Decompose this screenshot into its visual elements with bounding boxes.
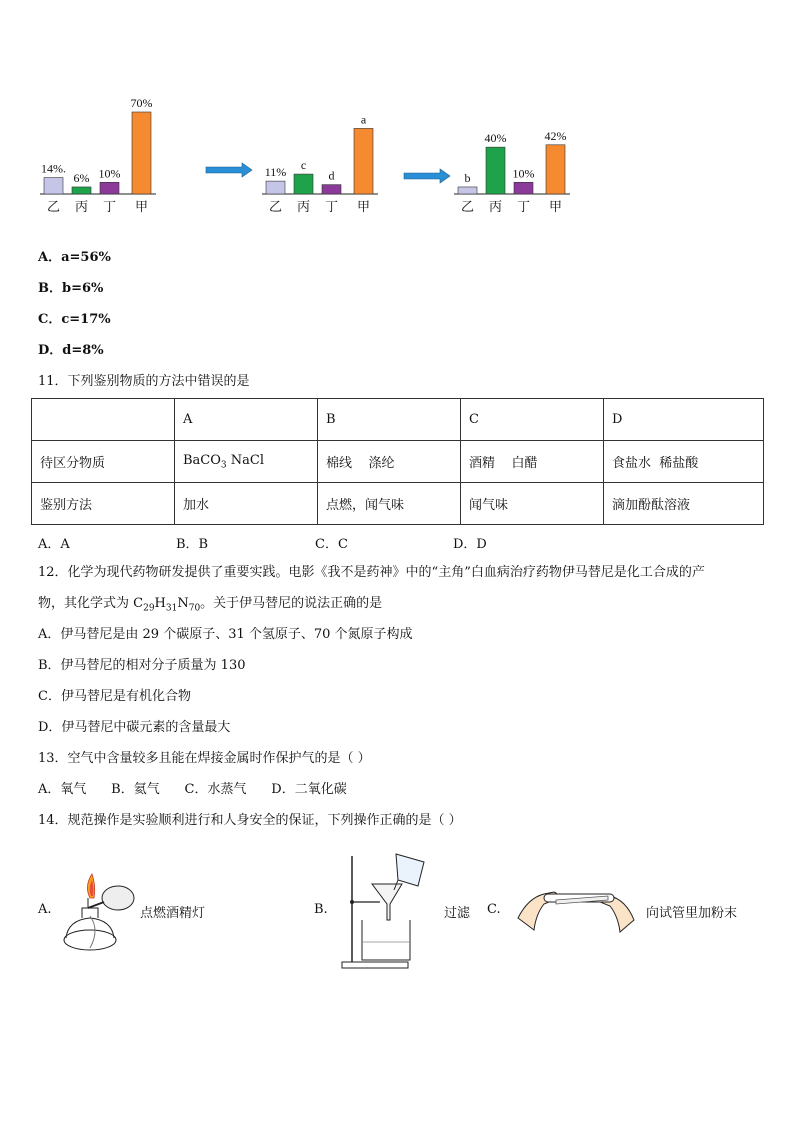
table-cell: A [175, 399, 318, 441]
arrow-right-icon [206, 163, 252, 177]
table-cell: B [318, 399, 461, 441]
q12-stem-line2 [38, 595, 382, 618]
q12-text: 。关于伊马替尼的说法正确的是 [200, 596, 383, 611]
bar [266, 181, 285, 194]
bar [322, 185, 341, 194]
bar [132, 112, 151, 194]
q12-option-d: D．伊马替尼中碳元素的含量最大 [38, 720, 231, 735]
data-label: 14%. [41, 161, 66, 176]
table-row [32, 399, 764, 441]
q12-option-c: C．伊马替尼是有机化合物 [38, 689, 191, 704]
table-cell: 加水 [175, 483, 318, 525]
q10-option-d: D．d=8% [38, 343, 104, 358]
table-cell [32, 399, 175, 441]
category-label: 乙 [46, 199, 61, 214]
formula-nacl: NaCl [226, 452, 265, 468]
table-cell: 鉴别方法 [32, 483, 175, 525]
subscript: 3 [220, 460, 227, 471]
category-label: 乙 [460, 199, 475, 214]
table-cell: 棉线 涤纶 [318, 441, 461, 483]
q12-text: 物，其化学式为 C [38, 596, 144, 611]
bar-chart-3 [454, 129, 570, 214]
bar-charts-figure [30, 90, 590, 220]
q14-option-a-letter: A. [38, 902, 52, 917]
subscript: 31 [165, 603, 178, 614]
q11-option-c: C．C [315, 537, 348, 552]
category-label: 丙 [296, 199, 311, 214]
bar [72, 187, 91, 194]
q11-stem: 11．下列鉴别物质的方法中错误的是 [38, 374, 250, 389]
category-label: 丙 [488, 199, 503, 214]
data-label: b [464, 170, 471, 185]
q14-option-b-letter: B. [314, 902, 328, 917]
q11-option-d: D．D [453, 537, 487, 552]
q13-options: A．氧气 B．氦气 C．水蒸气 D．二氧化碳 [38, 782, 347, 797]
table-cell: 闻气味 [461, 483, 604, 525]
category-label: 乙 [268, 199, 283, 214]
q13-stem: 13．空气中含量较多且能在焊接金属时作保护气的是（ ） [38, 751, 371, 766]
subscript: 70 [188, 603, 201, 614]
table-cell [175, 441, 318, 483]
q12-stem-line1: 12．化学为现代药物研发提供了重要实践。电影《我不是药神》中的“主角”白血病治疗药物伊马替尼是化工合成的产 [38, 565, 705, 580]
data-label: d [328, 168, 335, 183]
bar [546, 145, 565, 194]
data-label: 11% [264, 165, 287, 180]
q10-option-c: C．c=17% [38, 312, 111, 327]
alcohol-lamp-illustration [60, 868, 140, 960]
data-label: 10% [98, 166, 121, 181]
q10-option-a: A．a=56% [38, 250, 111, 265]
q14-option-c-caption: 向试管里加粉末 [646, 906, 738, 921]
table-cell: C [461, 399, 604, 441]
data-label: 70% [130, 96, 153, 110]
bar [354, 128, 373, 194]
q10-option-b: B．b=6% [38, 281, 104, 296]
category-label: 丙 [74, 199, 89, 214]
bar-chart-2 [262, 112, 378, 214]
bar [514, 182, 533, 194]
bar [458, 187, 477, 194]
category-label: 甲 [356, 199, 371, 214]
q11-option-b: B．B [176, 537, 209, 552]
arrow-right-icon [404, 169, 450, 183]
q14-option-a-caption: 点燃酒精灯 [140, 906, 206, 921]
data-label: a [360, 112, 367, 127]
formula-baco3: BaCO [183, 452, 221, 468]
table-cell: 食盐水 稀盐酸 [604, 441, 764, 483]
category-label: 甲 [548, 199, 563, 214]
data-label: 40% [484, 131, 507, 146]
data-label: 42% [544, 128, 567, 143]
category-label: 丁 [324, 199, 339, 214]
table-cell: 点燃，闻气味 [318, 483, 461, 525]
table-cell: 待区分物质 [32, 441, 175, 483]
bar [294, 174, 313, 194]
q12-text: N [177, 596, 189, 611]
data-label: 6% [73, 170, 90, 185]
q14-option-b-caption: 过滤 [444, 906, 471, 921]
category-label: 丁 [516, 199, 531, 214]
data-label: 10% [512, 166, 535, 181]
table-row [32, 441, 764, 483]
bar [486, 147, 505, 194]
q12-text: H [154, 596, 166, 611]
subscript: 29 [143, 603, 155, 614]
q14-option-c-letter: C. [487, 902, 501, 917]
q11-option-a: A．A [38, 537, 70, 552]
table-row [32, 483, 764, 525]
q11-table [31, 398, 764, 525]
data-label: c [300, 158, 307, 173]
filtration-illustration [338, 850, 438, 970]
category-label: 丁 [102, 199, 117, 214]
table-cell: D [604, 399, 764, 441]
bar [100, 182, 119, 194]
add-powder-illustration [514, 870, 640, 940]
q14-stem: 14．规范操作是实验顺利进行和人身安全的保证，下列操作正确的是（ ） [38, 813, 462, 828]
bar [44, 178, 63, 194]
table-cell: 酒精 白醋 [461, 441, 604, 483]
table-cell: 滴加酚酞溶液 [604, 483, 764, 525]
category-label: 甲 [134, 199, 149, 214]
q12-option-a: A．伊马替尼是由 29 个碳原子、31 个氢原子、70 个氮原子构成 [38, 627, 413, 642]
bar-chart-1 [40, 96, 156, 214]
q12-option-b: B．伊马替尼的相对分子质量为 130 [38, 658, 246, 673]
